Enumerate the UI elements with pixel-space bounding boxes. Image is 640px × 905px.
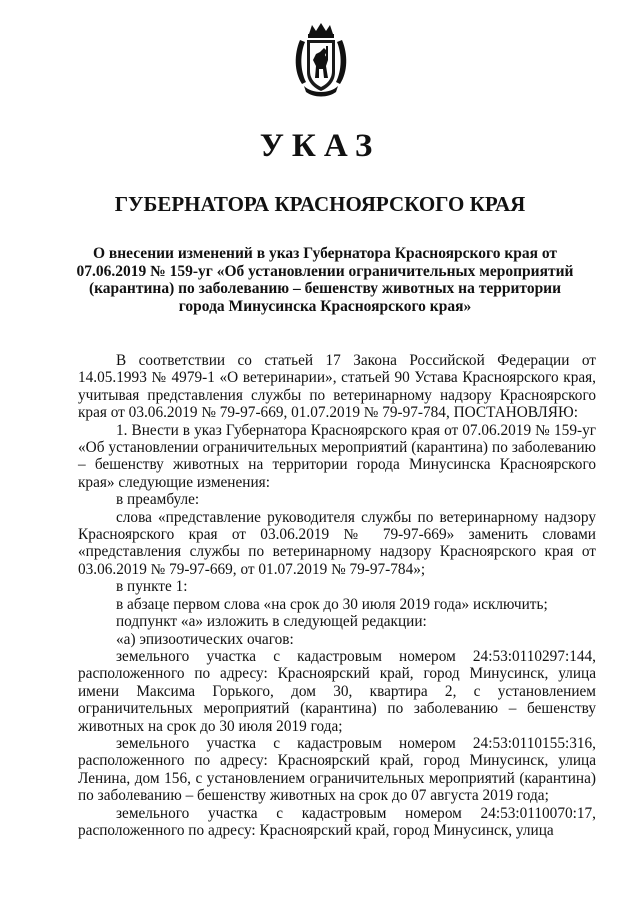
paragraph: земельного участка с кадастровым номером 24:53:0110070:17, расположенного по адресу: Красноярский край, город Минусинск, улица: [78, 804, 596, 839]
paragraph: в абзаце первом слова «на срок до 30 июля 2019 года» исключить;: [116, 595, 548, 613]
document-subtitle: ГУБЕРНАТОРА КРАСНОЯРСКОГО КРАЯ: [114, 192, 526, 216]
paragraph: земельного участка с кадастровым номером 24:53:0110297:144, расположенного по адресу: Красноярский край, город Минусинск, улица имени Максима Горького, дом 30, квартира 2, с установлением ограничительных мероприятий (карантина) по заболеванию – бешенству животных на срок до 30 июля 2019 года;: [78, 647, 596, 735]
paragraph: в преамбуле:: [116, 491, 200, 509]
document-title: УКАЗ: [259, 128, 381, 164]
paragraph: земельного участка с кадастровым номером 24:53:0110155:316, расположенного по адресу: Красноярский край, город Минусинск, улица Ленина, дом 156, с установлением ограничительных мероприятий (карантина) по заболеванию – бешенству животных на срок до 07 августа 2019 года;: [78, 734, 596, 805]
paragraph: слова «представление руководителя службы по ветеринарному надзору Красноярского края от 03.06.2019 № 79-97-669» заменить словами «представления службы по ветеринарному надзору Красноярского края от 03.06.2019 № 79-97-669, от 01.07.2019 № 79-97-784»;: [78, 508, 596, 578]
paragraph: в пункте 1:: [116, 578, 188, 596]
paragraph: подпункт «а» изложить в следующей редакции:: [116, 613, 427, 631]
decree-heading: О внесении изменений в указ Губернатора Красноярского края от 07.06.2019 № 159-уг «Об установлении ограничительных мероприятий (карантина) по заболеванию – бешенству животных на территории города Минусинска Красноярского края»: [76, 245, 574, 315]
paragraph: «а) эпизоотических очагов:: [116, 630, 294, 648]
paragraph: В соответствии со статьей 17 Закона Российской Федерации от 14.05.1993 № 4979-1 «О ветеринарии», статьей 90 Устава Красноярского края, учитывая представления службы по ветеринарному надзору Красноярского края от 03.06.2019 № 79-97-669, 01.07.2019 № 79-97-784, ПОСТАНОВЛЯЮ:: [78, 352, 596, 422]
krasnoyarsk-coat-of-arms-icon: [292, 22, 350, 98]
document-body: [78, 352, 596, 839]
paragraph: 1. Внести в указ Губернатора Красноярского края от 07.06.2019 № 159-уг «Об установлении ограничительных мероприятий (карантина) по заболеванию – бешенству животных на территории города Минусинска Красноярского края» следующие изменения:: [78, 421, 596, 491]
